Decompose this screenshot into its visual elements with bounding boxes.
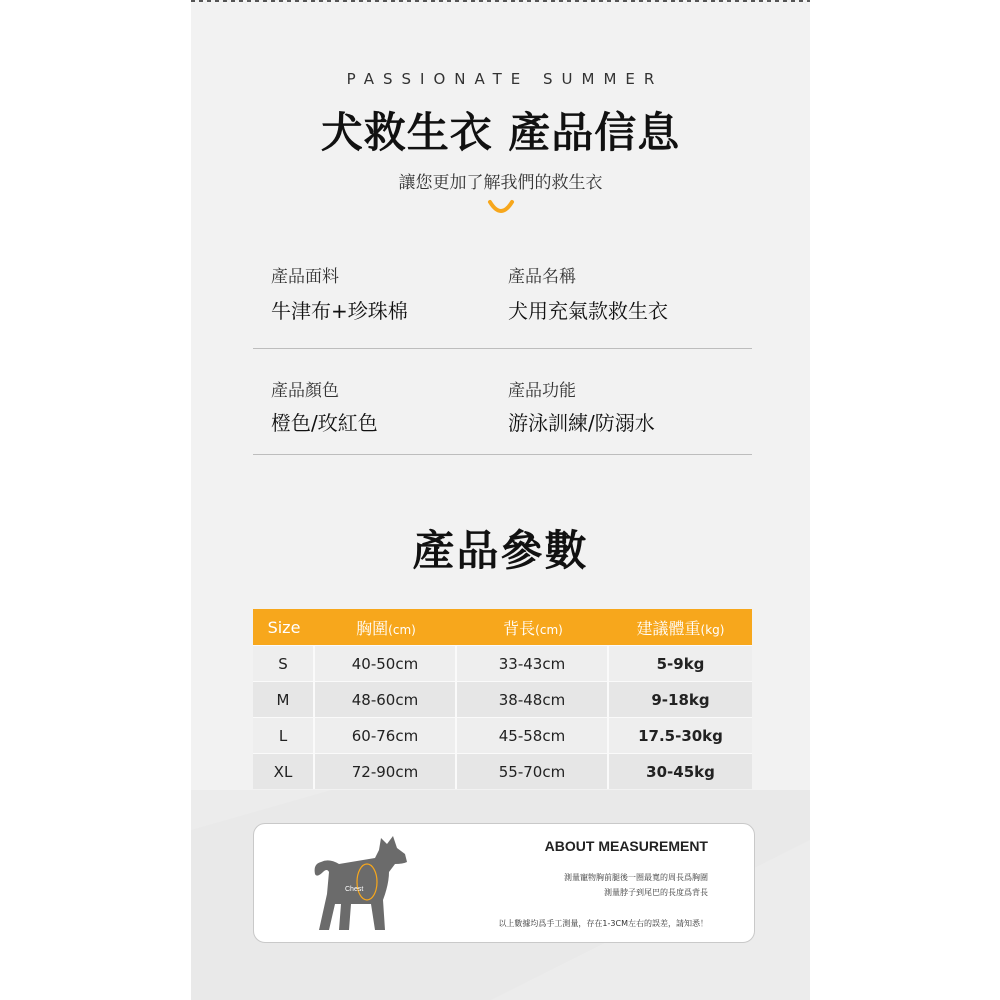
dog-silhouette-icon — [309, 834, 419, 934]
smile-arc-icon — [486, 198, 516, 218]
table-row — [253, 753, 752, 789]
measurement-line-back: 測量脖子到尾巴的長度爲背長 — [604, 888, 708, 897]
color-label: 產品顏色 — [271, 381, 339, 401]
table-row — [253, 645, 752, 681]
cell-weight: 17.5-30kg — [609, 717, 752, 753]
cell-back: 45-58cm — [457, 717, 609, 753]
cell-chest: 40-50cm — [315, 645, 457, 681]
divider — [253, 348, 752, 349]
measurement-title: ABOUT MEASUREMENT — [544, 838, 708, 854]
fabric-label: 產品面料 — [271, 267, 339, 287]
chest-label: Chest — [345, 886, 364, 893]
table-row — [253, 681, 752, 717]
cell-chest: 48-60cm — [315, 681, 457, 717]
content-panel — [191, 0, 810, 1000]
color-value: 橙色/玫紅色 — [271, 411, 378, 435]
page-subtitle: 讓您更加了解我們的救生衣 — [398, 173, 603, 193]
params-title: 產品參數 — [412, 526, 589, 575]
page-title: 犬救生衣 產品信息 — [320, 108, 681, 157]
name-value: 犬用充氣款救生衣 — [508, 299, 668, 323]
cell-back: 55-70cm — [457, 753, 609, 789]
cell-size: S — [253, 645, 315, 681]
function-value: 游泳訓練/防溺水 — [508, 411, 655, 435]
function-label: 產品功能 — [508, 381, 576, 401]
cell-chest: 72-90cm — [315, 753, 457, 789]
cell-weight: 30-45kg — [609, 753, 752, 789]
eyebrow-text: PASSIONATE SUMMER — [346, 70, 664, 88]
name-label: 產品名稱 — [508, 267, 576, 287]
measurement-card — [253, 823, 755, 943]
fabric-value: 牛津布+珍珠棉 — [271, 299, 408, 323]
cell-size: M — [253, 681, 315, 717]
cell-chest: 60-76cm — [315, 717, 457, 753]
header-back-length: 背長(cm) — [457, 609, 609, 645]
header-size: Size — [253, 609, 315, 645]
cell-back: 38-48cm — [457, 681, 609, 717]
header-weight: 建議體重(kg) — [609, 609, 752, 645]
measurement-line-chest: 測量寵物胸前腿後一圈最寬的周長爲胸圍 — [564, 873, 708, 882]
cell-weight: 9-18kg — [609, 681, 752, 717]
cell-size: L — [253, 717, 315, 753]
cell-weight: 5-9kg — [609, 645, 752, 681]
measurement-note: 以上數據均爲手工測量，存在1-3CM左右的誤差，請知悉！ — [498, 919, 708, 928]
table-row — [253, 717, 752, 753]
cell-back: 33-43cm — [457, 645, 609, 681]
divider — [253, 454, 752, 455]
header-chest: 胸圍(cm) — [315, 609, 457, 645]
size-table — [253, 609, 752, 789]
cell-size: XL — [253, 753, 315, 789]
table-header-row — [253, 609, 752, 645]
